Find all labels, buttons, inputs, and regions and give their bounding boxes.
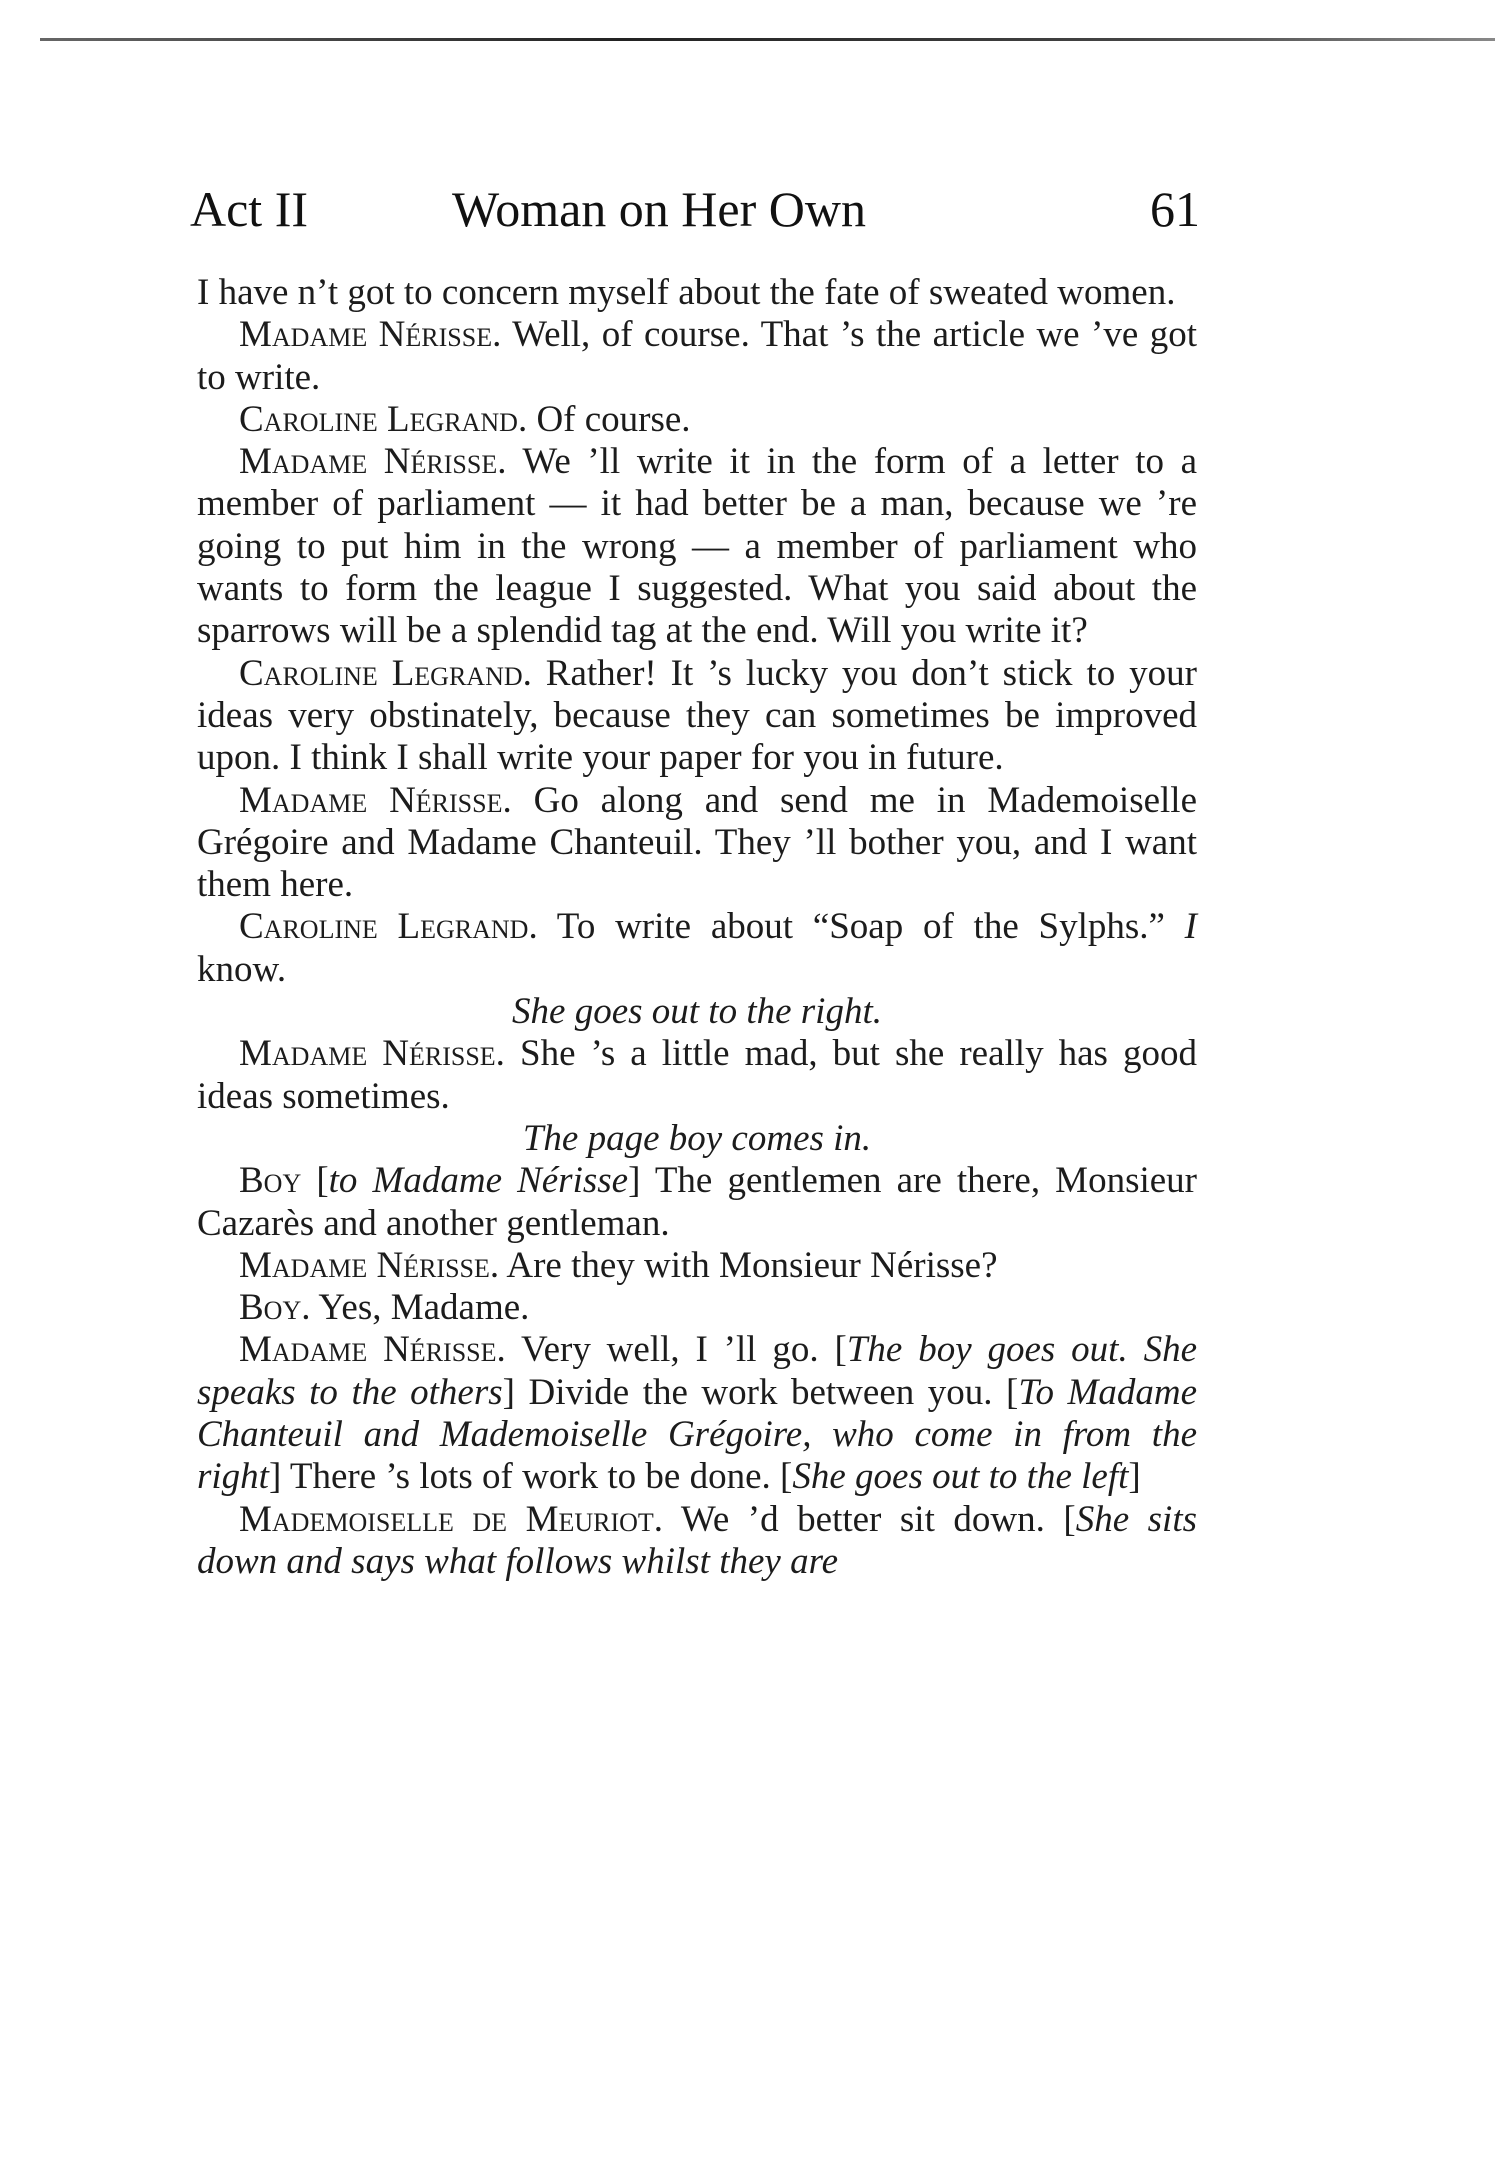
paragraph-10 <box>197 1245 1197 1287</box>
dialogue: Divide the work between you. <box>528 1371 993 1413</box>
paragraph-11 <box>197 1287 1197 1329</box>
paragraph-8 <box>197 1033 1197 1118</box>
running-title: Woman on Her Own <box>452 181 866 237</box>
page-number: 61 <box>1150 181 1200 237</box>
stage-direction: To Madame Chanteuil and Mademoiselle Grégoire, who come in from the right <box>197 1371 1198 1498</box>
dialogue: We ’ll write it in the form of a letter to a member of parliament — it had better be a man, because we ’re going to put him in the wrong — a member of parliament who wants to form the league I suggested. What you said about the sparrows will be a splendid tag at the end. Will you write it? <box>197 441 1197 652</box>
act-label: Act II <box>190 181 308 237</box>
emphasis: I <box>1184 906 1197 948</box>
paragraph-5 <box>197 653 1197 780</box>
paragraph-4 <box>197 441 1197 652</box>
speaker: Caroline Legrand. <box>239 906 538 948</box>
paragraph-7 <box>197 906 1197 991</box>
paragraph-6 <box>197 780 1197 907</box>
speaker: Caroline Legrand. <box>239 652 532 694</box>
paragraph-12: Madame Nérisse. Very well, I ’ll go. [The boy goes out. She speaks to the others] Divide the work between you. [To Madame Chanteuil and Mademoiselle Grégoire, who come in from the right] There ’s lots of work to be done. [She goes out to the left] <box>197 1329 1198 1498</box>
paragraph-13: Mademoiselle de Meuriot. We ’d better sit down. [She sits down and says what follows whilst they are <box>197 1498 1198 1582</box>
stage-direction-1: She goes out to the right. <box>512 991 882 1033</box>
speaker: Madame Nérisse. <box>239 1033 505 1075</box>
speaker: Madame Nérisse. <box>239 314 502 356</box>
dialogue: She ’s a little mad, but she really has good ideas sometimes. <box>197 1033 1197 1117</box>
speaker: Madame Nérisse. <box>239 1329 506 1371</box>
play-text <box>197 272 1197 1583</box>
paragraph-3 <box>197 399 1197 441</box>
speaker: Boy <box>239 1160 302 1202</box>
stage-direction: She sits down and says what follows whilst they are <box>197 1498 1198 1582</box>
speaker: Madame Nérisse. <box>239 779 512 821</box>
paragraph-2 <box>197 314 1197 399</box>
dialogue: Well, of course. That ’s the article we ’ve got to write. <box>197 314 1197 398</box>
stage-direction: The boy goes out. She speaks to the others <box>197 1329 1197 1413</box>
dialogue: There ’s lots of work to be done. <box>289 1456 771 1498</box>
speaker: Boy. <box>239 1287 311 1329</box>
running-header <box>190 180 1200 250</box>
dialogue: Yes, Madame. <box>318 1287 530 1329</box>
dialogue: Are they with Monsieur Nérisse? <box>506 1244 998 1286</box>
speaker: Caroline Legrand. <box>239 398 528 440</box>
dialogue: Rather! It ’s lucky you don’t stick to your ideas very obstinately, because they can sometimes be improved upon. I think I shall write your paper for you in future. <box>197 652 1198 779</box>
speaker: Madame Nérisse. <box>239 1244 500 1286</box>
dialogue: The gentlemen are there, Monsieur Cazarès and another gentleman. <box>197 1160 1197 1244</box>
stage-direction: She goes out to the left <box>792 1456 1129 1498</box>
speaker: Mademoiselle de Meuriot. <box>239 1498 664 1540</box>
paragraph-1: I have n’t got to concern myself about the fate of sweated women. <box>197 272 1176 313</box>
stage-direction-2: The page boy comes in. <box>522 1117 872 1159</box>
dialogue: Go along and send me in Mademoiselle Grégoire and Madame Chanteuil. They ’ll bother you, and I want them here. <box>197 779 1197 906</box>
dialogue: We ’d better sit down. <box>680 1498 1045 1540</box>
dialogue: Very well, I ’ll go. <box>520 1329 819 1371</box>
dialogue: Of course. <box>536 398 691 440</box>
dialogue: know. <box>197 948 287 990</box>
top-scan-rule <box>40 38 1495 41</box>
dialogue: To write about “Soap of the Sylphs.” <box>556 906 1165 948</box>
paragraph-9: Boy [to Madame Nérisse] The gentlemen are there, Monsieur Cazarès and another gentleman. <box>197 1160 1197 1244</box>
speaker: Madame Nérisse. <box>239 441 507 483</box>
stage-direction: to Madame Nérisse <box>328 1160 629 1202</box>
